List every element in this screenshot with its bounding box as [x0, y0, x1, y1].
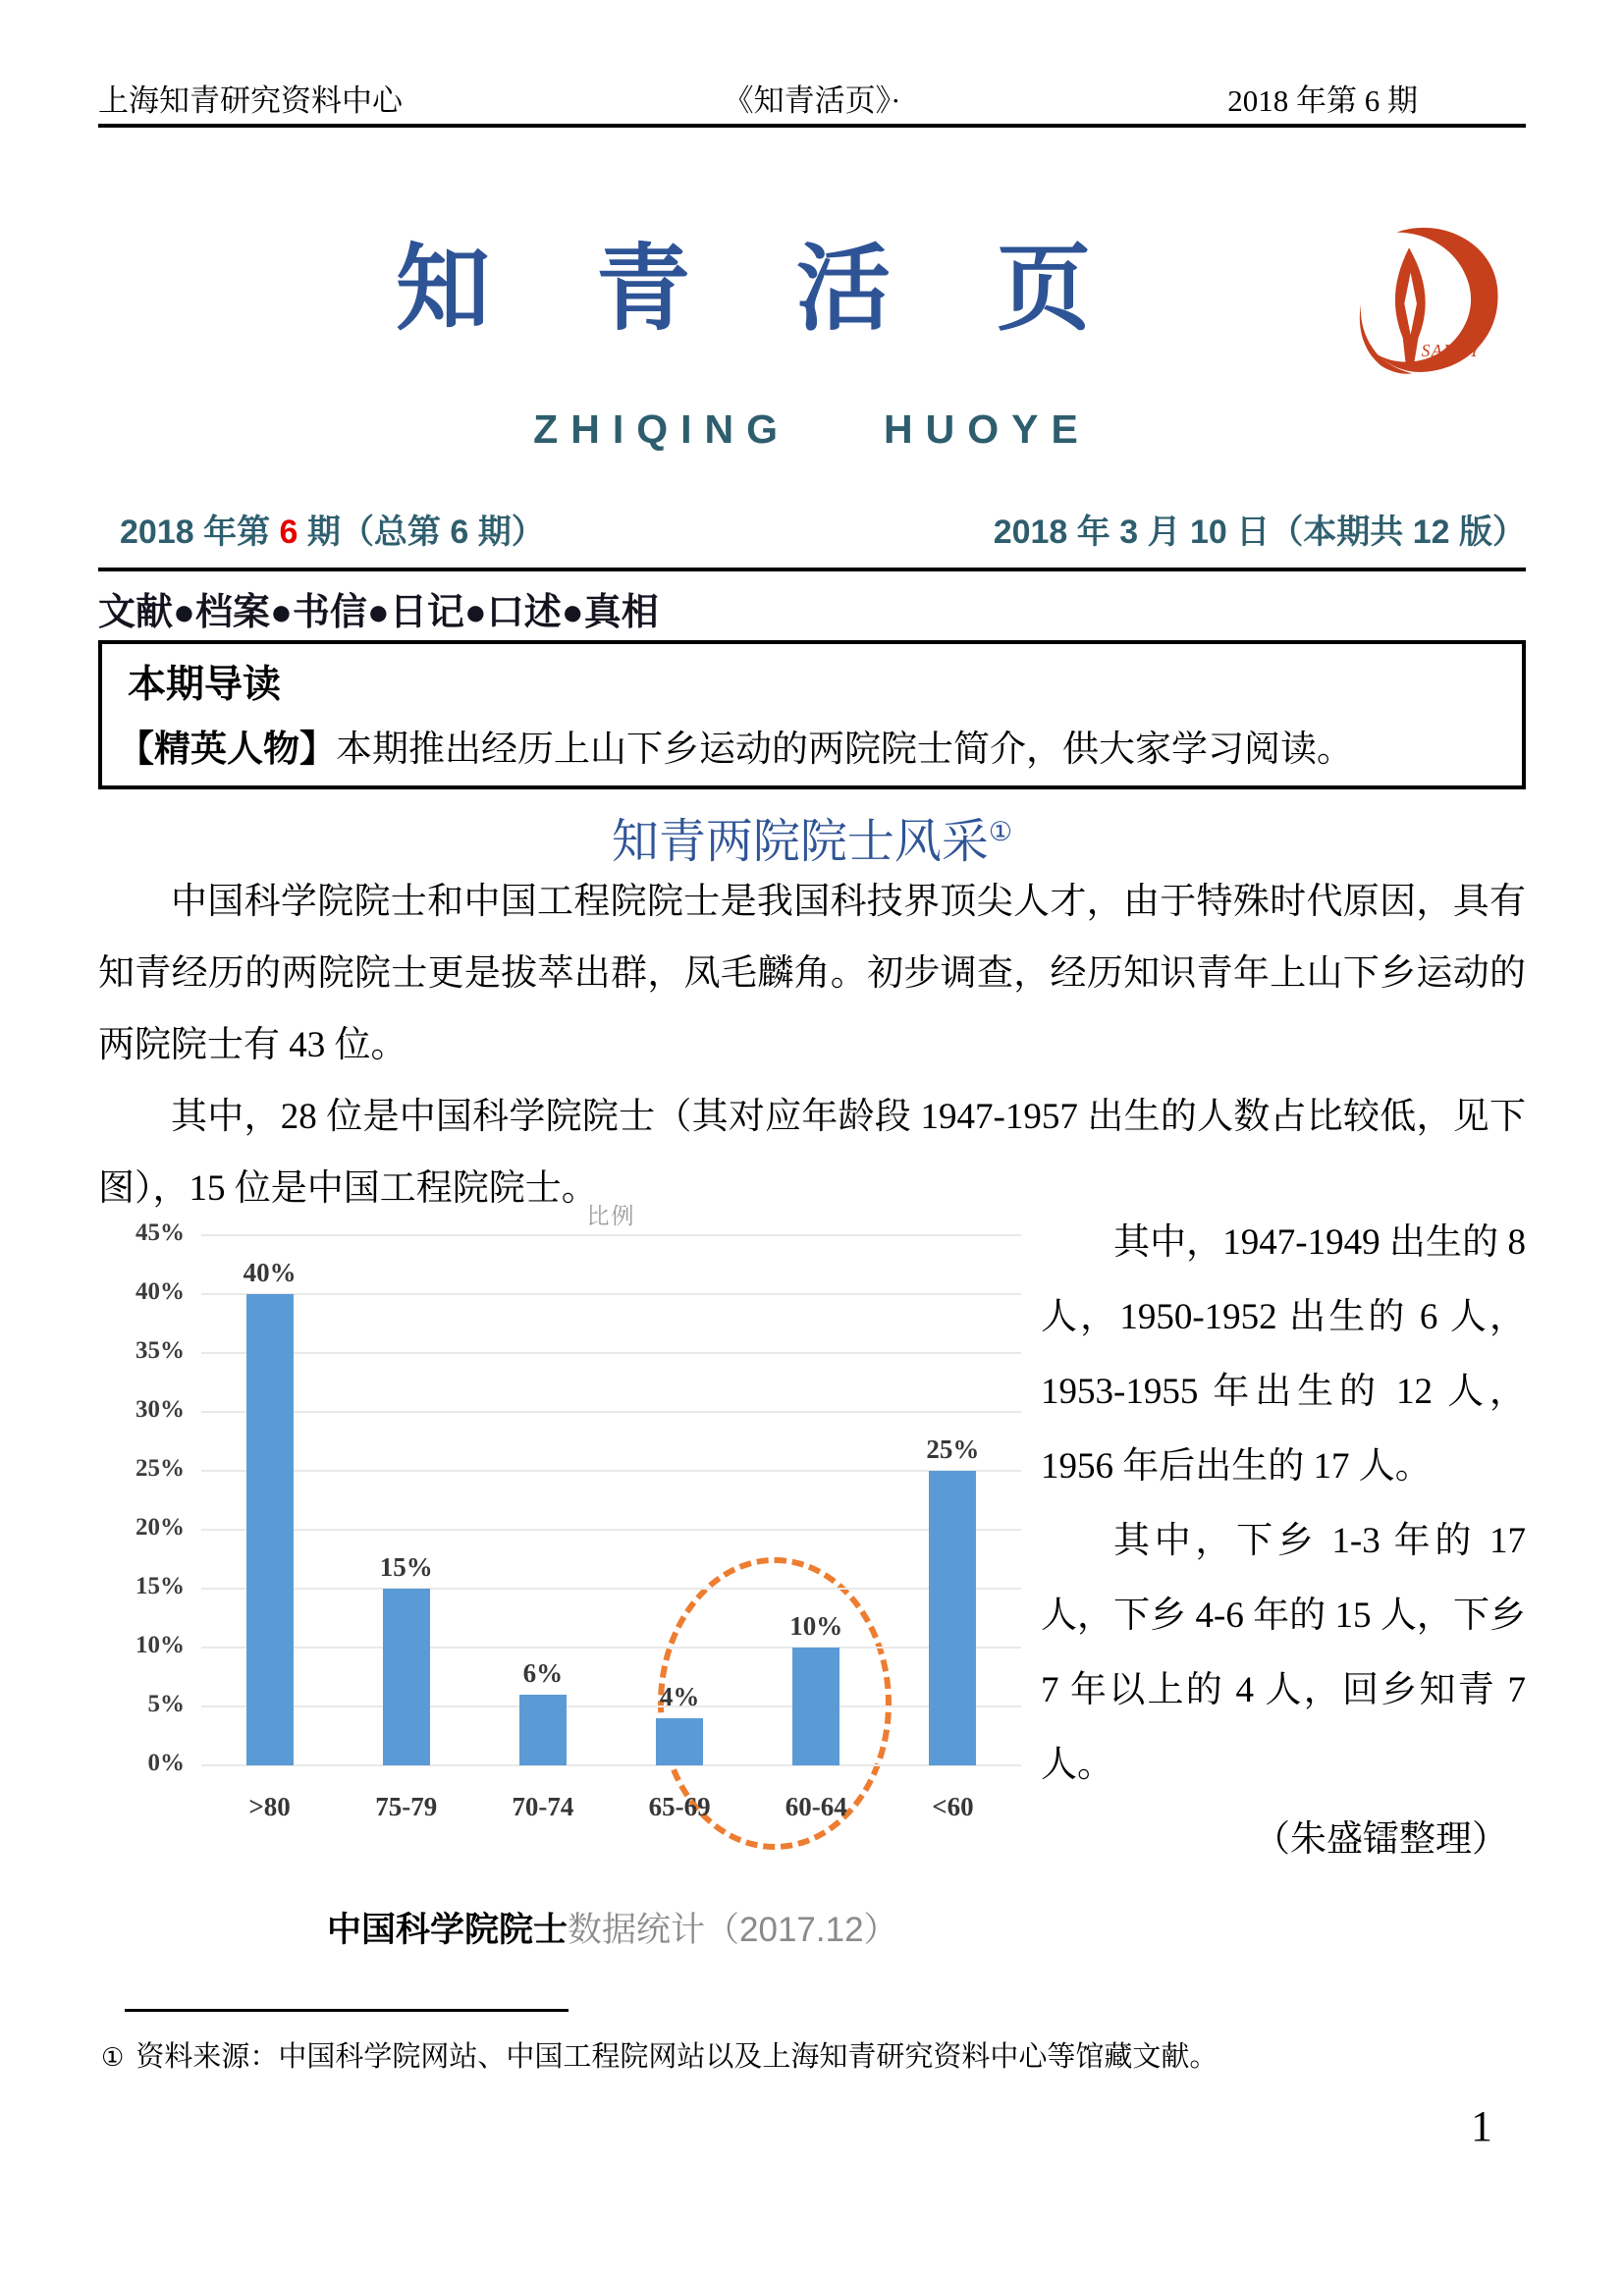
guide-box-text — [118, 719, 1506, 772]
gridline — [201, 1234, 1021, 1236]
guide-box-title: 本期导读 — [128, 664, 282, 706]
header-publication-name: 《知青活页》· — [723, 83, 901, 118]
x-axis-category-label: 60-64 — [785, 1792, 847, 1821]
masthead-subtitle-word1: ZHIQING — [533, 406, 790, 452]
side-paragraph-2: 其中，下乡 1-3 年的 17 人，下乡 4-6 年的 15 人，下乡 7 年以上的 4 人，回乡知青 7 人。 — [1041, 1521, 1526, 1785]
issue-date-row — [98, 503, 1526, 554]
gridline — [201, 1588, 1021, 1590]
x-axis-category-label: 65-69 — [648, 1792, 711, 1821]
y-axis-tick-label: 30% — [135, 1396, 185, 1423]
chart-caption-rest: 数据统计（2017.12） — [568, 1911, 898, 1949]
bar-value-label: 15% — [379, 1552, 433, 1582]
bar-65-69 — [656, 1718, 703, 1765]
article-paragraph-2: 其中，28 位是中国科学院院士（其对应年龄段 1947-1957 出生的人数占比较低，见下图），15 位是中国工程院院士。 — [98, 1097, 1526, 1209]
side-column — [1041, 1206, 1526, 1877]
footnote-divider — [125, 2009, 568, 2012]
chart-title: 比例 — [586, 1203, 636, 1228]
x-axis-category-label: 70-74 — [512, 1792, 574, 1821]
guide-box-body: 本期推出经历上山下乡运动的两院院士简介，供大家学习阅读。 — [336, 730, 1353, 770]
chart-caption — [327, 1903, 898, 1952]
gridline — [201, 1293, 1021, 1295]
y-axis-tick-label: 40% — [135, 1278, 185, 1305]
bar-chart — [98, 1193, 1026, 1898]
footnote — [101, 2034, 1529, 2075]
bar-value-label: 10% — [789, 1611, 843, 1641]
header-org-name: 上海知青研究资料中心 — [98, 83, 403, 118]
issue-number-red: 6 — [279, 513, 298, 551]
bar-75-79 — [383, 1589, 430, 1765]
bar-70-74 — [519, 1695, 567, 1765]
gridline — [201, 1352, 1021, 1354]
page-number: 1 — [1471, 2102, 1492, 2150]
y-axis-tick-label: 5% — [147, 1691, 185, 1717]
masthead-subtitle — [0, 406, 1624, 453]
logo-text: SAHFY — [1421, 341, 1481, 360]
x-axis-category-label: <60 — [932, 1792, 974, 1821]
chart-caption-bold: 中国科学院院士 — [327, 1911, 568, 1949]
publisher-logo-icon — [1350, 226, 1505, 391]
side-credit: （朱盛镭整理） — [1254, 1819, 1508, 1860]
bar-value-label: 4% — [659, 1682, 700, 1711]
gridline — [201, 1470, 1021, 1472]
gridline — [201, 1411, 1021, 1413]
gridline — [201, 1764, 1021, 1766]
bar-value-label: 25% — [926, 1434, 980, 1464]
bar->80 — [246, 1294, 294, 1765]
issue-date-label: 2018 年 3 月 10 日（本期共 12 版） — [993, 513, 1526, 551]
issue-guide-box — [98, 640, 1526, 789]
article-paragraph-1: 中国科学院院士和中国工程院院士是我国科技界顶尖人才，由于特殊时代原因，具有知青经历的两院院士更是拔萃出群，凤毛麟角。初步调查，经历知识青年上山下乡运动的两院院士有 43 位。 — [98, 882, 1526, 1065]
y-axis-tick-label: 25% — [135, 1455, 185, 1482]
y-axis-tick-label: 20% — [135, 1514, 185, 1541]
footnote-reference-mark: ① — [988, 817, 1013, 846]
gridline — [201, 1529, 1021, 1531]
x-axis-category-label: >80 — [248, 1792, 291, 1821]
y-axis-tick-label: 35% — [135, 1337, 185, 1364]
bar-value-label: 40% — [243, 1258, 297, 1287]
header-issue-label: 2018 年第 6 期 — [1227, 83, 1418, 118]
side-paragraph-1: 其中，1947-1949 出生的 8 人，1950-1952 出生的 6 人，1953-1955 年出生的 12 人，1956 年后出生的 17 人。 — [1041, 1222, 1526, 1487]
content-tagline: 文献●档案●书信●日记●口述●真相 — [98, 592, 659, 633]
issue-divider — [98, 568, 1526, 571]
gridline — [201, 1647, 1021, 1649]
bar-value-label: 6% — [522, 1658, 564, 1688]
footnote-mark: ① — [101, 2042, 125, 2072]
issue-suffix: 期（总第 6 期） — [298, 513, 545, 551]
bar-<60 — [929, 1471, 976, 1765]
page-header — [98, 75, 1526, 120]
x-axis-category-label: 75-79 — [375, 1792, 438, 1821]
y-axis-tick-label: 15% — [135, 1573, 185, 1599]
masthead-title: 知 青 活 页 — [396, 237, 1097, 342]
y-axis-tick-label: 45% — [135, 1219, 185, 1246]
article-title-text: 知青两院院士风采 — [611, 816, 989, 868]
issue-prefix: 2018 年第 — [120, 513, 280, 551]
article-title — [98, 803, 1526, 871]
y-axis-tick-label: 0% — [147, 1750, 185, 1776]
guide-box-tag: 【精英人物】 — [118, 730, 336, 770]
header-divider — [98, 124, 1526, 128]
issue-number-label — [98, 505, 545, 553]
article-body — [98, 866, 1526, 1224]
footnote-text: 资料来源：中国科学院网站、中国工程院网站以及上海知青研究资料中心等馆藏文献。 — [135, 2041, 1218, 2073]
y-axis-tick-label: 10% — [135, 1632, 185, 1658]
masthead-subtitle-word2: HUOYE — [884, 406, 1091, 452]
bar-60-64 — [792, 1648, 839, 1765]
